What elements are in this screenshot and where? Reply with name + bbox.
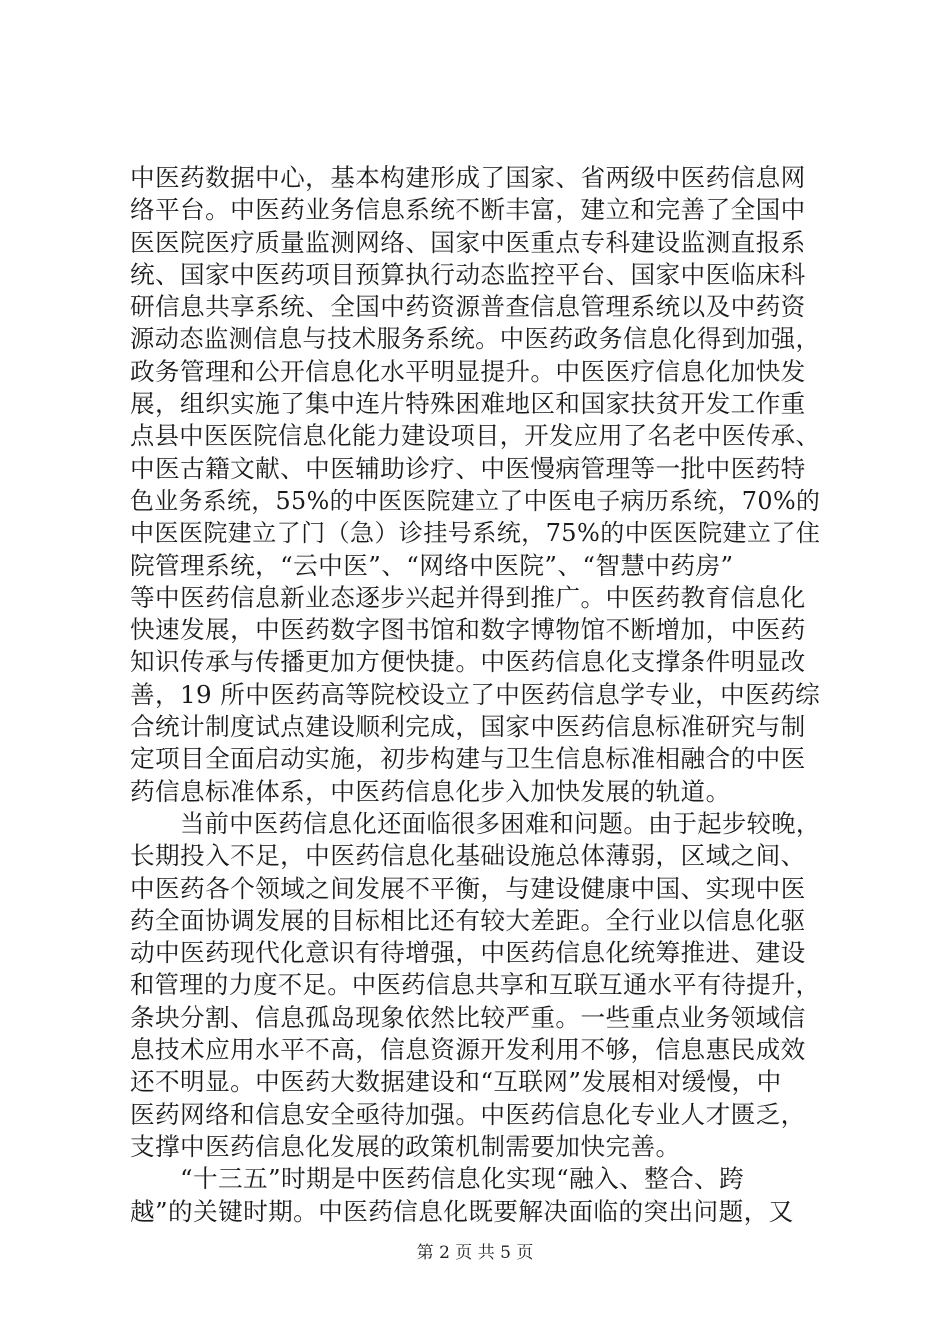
- text-line: 知识传承与传播更加方便快捷。中医药信息化支撑条件明显改: [130, 647, 806, 677]
- text-line: “十三五”时期是中医药信息化实现“融入、整合、跨: [180, 1164, 745, 1194]
- text-line: 等中医药信息新业态逐步兴起并得到推广。中医药教育信息化: [130, 582, 806, 612]
- text-line: 中医药数据中心，基本构建形成了国家、省两级中医药信息网: [130, 163, 806, 192]
- text-line: 中医医院建立了门（急）诊挂号系统，75%的中医医院建立了住: [130, 519, 821, 548]
- text-line: 医药网络和信息安全亟待加强。中医药信息化专业人才匮乏，: [130, 1099, 806, 1129]
- text-line: 动中医药现代化意识有待增强，中医药信息化统筹推进、建设: [130, 938, 806, 968]
- text-line: 越”的关键时期。中医药信息化既要解决面临的突出问题，又: [130, 1196, 794, 1226]
- body-text: [130, 162, 830, 1228]
- text-line: 源动态监测信息与技术服务系统。中医药政务信息化得到加强，: [130, 324, 821, 354]
- text-line: 条块分割、信息孤岛现象依然比较严重。一些重点业务领域信: [130, 1002, 806, 1032]
- text-line: 善，19 所中医药高等院校设立了中医药信息学专业，中医药综: [130, 679, 821, 709]
- text-line: 政务管理和公开信息化水平明显提升。中医医疗信息化加快发: [130, 356, 806, 386]
- text-line: 研信息共享系统、全国中药资源普查信息管理系统以及中药资: [130, 292, 806, 322]
- text-line: 长期投入不足，中医药信息化基础设施总体薄弱，区域之间、: [130, 841, 806, 871]
- text-line: 药全面协调发展的目标相比还有较大差距。全行业以信息化驱: [130, 905, 806, 935]
- text-line: 和管理的力度不足。中医药信息共享和互联互通水平有待提升，: [130, 970, 821, 1000]
- text-line: 中医古籍文献、中医辅助诊疗、中医慢病管理等一批中医药特: [130, 453, 806, 483]
- text-line: 络平台。中医药业务信息系统不断丰富，建立和完善了全国中: [130, 195, 806, 225]
- text-line: 统、国家中医药项目预算执行动态监控平台、国家中医临床科: [130, 259, 806, 289]
- text-line: 展，组织实施了集中连片特殊困难地区和国家扶贫开发工作重: [130, 389, 806, 419]
- text-line: 药信息标准体系，中医药信息化步入加快发展的轨道。: [130, 776, 731, 806]
- text-line: 还不明显。中医药大数据建设和“互联网”发展相对缓慢，中: [130, 1067, 782, 1097]
- text-line: 快速发展，中医药数字图书馆和数字博物馆不断增加，中医药: [130, 615, 806, 645]
- text-line: 医医院医疗质量监测网络、国家中医重点专科建设监测直报系: [130, 227, 806, 257]
- text-line: 院管理系统，“云中医”、“网络中医院”、“智慧中药房”: [130, 550, 734, 580]
- text-line: 合统计制度试点建设顺利完成，国家中医药信息标准研究与制: [130, 712, 806, 742]
- text-line: 点县中医医院信息化能力建设项目，开发应用了名老中医传承、: [130, 421, 821, 451]
- text-line: 当前中医药信息化还面临很多困难和问题。由于起步较晚，: [180, 808, 821, 838]
- page-footer: 第 2 页 共 5 页: [416, 1243, 534, 1263]
- text-line: 定项目全面启动实施，初步构建与卫生信息标准相融合的中医: [130, 744, 806, 774]
- text-line: 中医药各个领域之间发展不平衡，与建设健康中国、实现中医: [130, 873, 806, 903]
- text-line: 支撑中医药信息化发展的政策机制需要加快完善。: [130, 1131, 681, 1161]
- text-line: 色业务系统，55%的中医医院建立了中医电子病历系统，70%的: [130, 486, 821, 515]
- text-line: 息技术应用水平不高，信息资源开发利用不够，信息惠民成效: [130, 1035, 806, 1065]
